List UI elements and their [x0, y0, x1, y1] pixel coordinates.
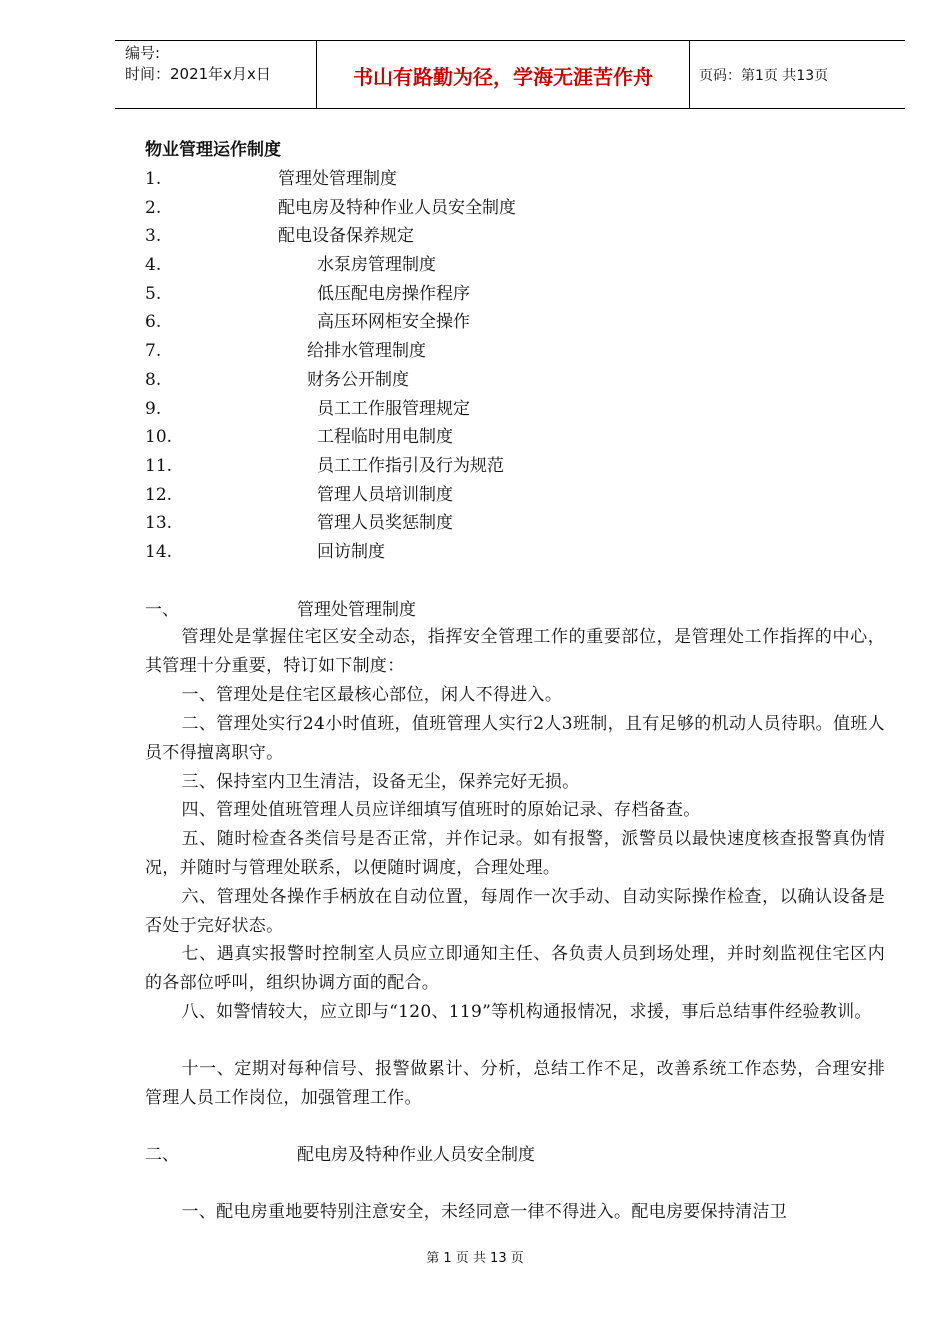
paragraph: 十一、定期对每种信号、报警做累计、分析，总结工作不足，改善系统工作态势，合理安排管理人员工作岗位，加强管理工作。 — [145, 1059, 885, 1108]
toc-text: 员工工作服管理规定 — [317, 398, 470, 419]
toc-item — [145, 194, 745, 223]
header-motto: 书山有路勤为径，学海无涯苦作舟 — [353, 65, 653, 89]
toc-number: 7. — [145, 341, 162, 362]
toc-number: 9. — [145, 398, 162, 419]
toc-item — [145, 308, 745, 337]
toc-item — [145, 337, 745, 366]
paragraph: 四、管理处值班管理人员应详细填写值班时的原始记录、存档备查。 — [181, 800, 701, 820]
section-heading — [145, 1140, 535, 1165]
toc-number: 1. — [145, 169, 162, 189]
header-page-info: 页码：第1页 共13页 — [699, 68, 829, 84]
table-of-contents — [145, 165, 745, 567]
toc-number: 8. — [145, 369, 162, 390]
toc-text: 财务公开制度 — [307, 369, 409, 390]
header-meta — [125, 43, 271, 85]
section-title: 管理处管理制度 — [297, 600, 416, 620]
toc-item — [145, 509, 745, 538]
header-divider — [689, 41, 690, 108]
toc-number: 6. — [145, 312, 162, 333]
toc-text: 管理人员培训制度 — [317, 484, 453, 505]
toc-item — [145, 251, 745, 280]
toc-text: 水泵房管理制度 — [317, 255, 436, 276]
toc-text: 配电设备保养规定 — [278, 226, 414, 247]
paragraph: 二、管理处实行24小时值班，值班管理人实行2人3班制，且有足够的机动人员待职。值班人员不得擅离职守。 — [145, 714, 885, 763]
section-heading — [145, 595, 416, 620]
section-title: 配电房及特种作业人员安全制度 — [297, 1145, 535, 1165]
toc-number: 4. — [145, 255, 162, 276]
paragraph: 三、保持室内卫生清洁，设备无尘，保养完好无损。 — [181, 772, 580, 792]
toc-text: 高压环网柜安全操作 — [317, 312, 470, 333]
document-title: 物业管理运作制度 — [145, 140, 281, 160]
toc-text: 管理人员奖惩制度 — [317, 513, 453, 534]
toc-number: 3. — [145, 226, 162, 247]
page-footer: 第 1 页 共 13 页 — [426, 1251, 524, 1266]
page-header — [115, 40, 905, 109]
toc-number: 5. — [145, 283, 162, 304]
paragraph: 六、管理处各操作手柄放在自动位置，每周作一次手动、自动实际操作检查，以确认设备是否处于完好状态。 — [145, 887, 885, 936]
toc-text: 回访制度 — [317, 541, 385, 562]
toc-text: 员工工作指引及行为规范 — [317, 455, 504, 476]
toc-item — [145, 481, 745, 510]
toc-item — [145, 423, 745, 452]
toc-item — [145, 395, 745, 424]
toc-text: 工程临时用电制度 — [317, 427, 453, 448]
toc-text: 低压配电房操作程序 — [317, 283, 470, 304]
paragraph: 五、随时检查各类信号是否正常，并作记录。如有报警，派警员以最快速度核查报警真伪情况，并随时与管理处联系，以便随时调度，合理处理。 — [145, 829, 885, 878]
number-label: 编号: — [125, 44, 161, 62]
toc-item — [145, 165, 745, 194]
paragraph: 一、管理处是住宅区最核心部位，闲人不得进入。 — [181, 685, 563, 705]
toc-text: 配电房及特种作业人员安全制度 — [278, 197, 516, 218]
toc-text: 给排水管理制度 — [307, 341, 426, 362]
toc-item — [145, 366, 745, 395]
toc-number: 2. — [145, 197, 162, 218]
section-number: 一、 — [145, 600, 179, 620]
toc-number: 13. — [145, 513, 173, 534]
paragraph: 七、遇真实报警时控制室人员应立即通知主任、各负责人员到场处理，并时刻监视住宅区内的各部位呼叫，组织协调方面的配合。 — [145, 944, 885, 993]
section-number: 二、 — [145, 1145, 179, 1165]
toc-item — [145, 222, 745, 251]
toc-number: 12. — [145, 484, 173, 505]
paragraph: 八、如警情较大，应立即与“120、119”等机构通报情况，求援，事后总结事件经验教训。 — [181, 1002, 872, 1022]
time-label: 时间：2021年x月x日 — [125, 65, 271, 83]
toc-number: 11. — [145, 455, 173, 476]
toc-text: 管理处管理制度 — [278, 169, 397, 189]
paragraph: 一、配电房重地要特别注意安全，未经同意一律不得进入。配电房要保持清洁卫 — [181, 1202, 788, 1222]
paragraph: 管理处是掌握住宅区安全动态，指挥安全管理工作的重要部位，是管理处工作指挥的中心，其管理十分重要，特订如下制度： — [145, 627, 885, 676]
toc-number: 14. — [145, 541, 173, 562]
toc-number: 10. — [145, 427, 173, 448]
toc-item — [145, 452, 745, 481]
toc-item — [145, 538, 745, 567]
toc-item — [145, 280, 745, 309]
